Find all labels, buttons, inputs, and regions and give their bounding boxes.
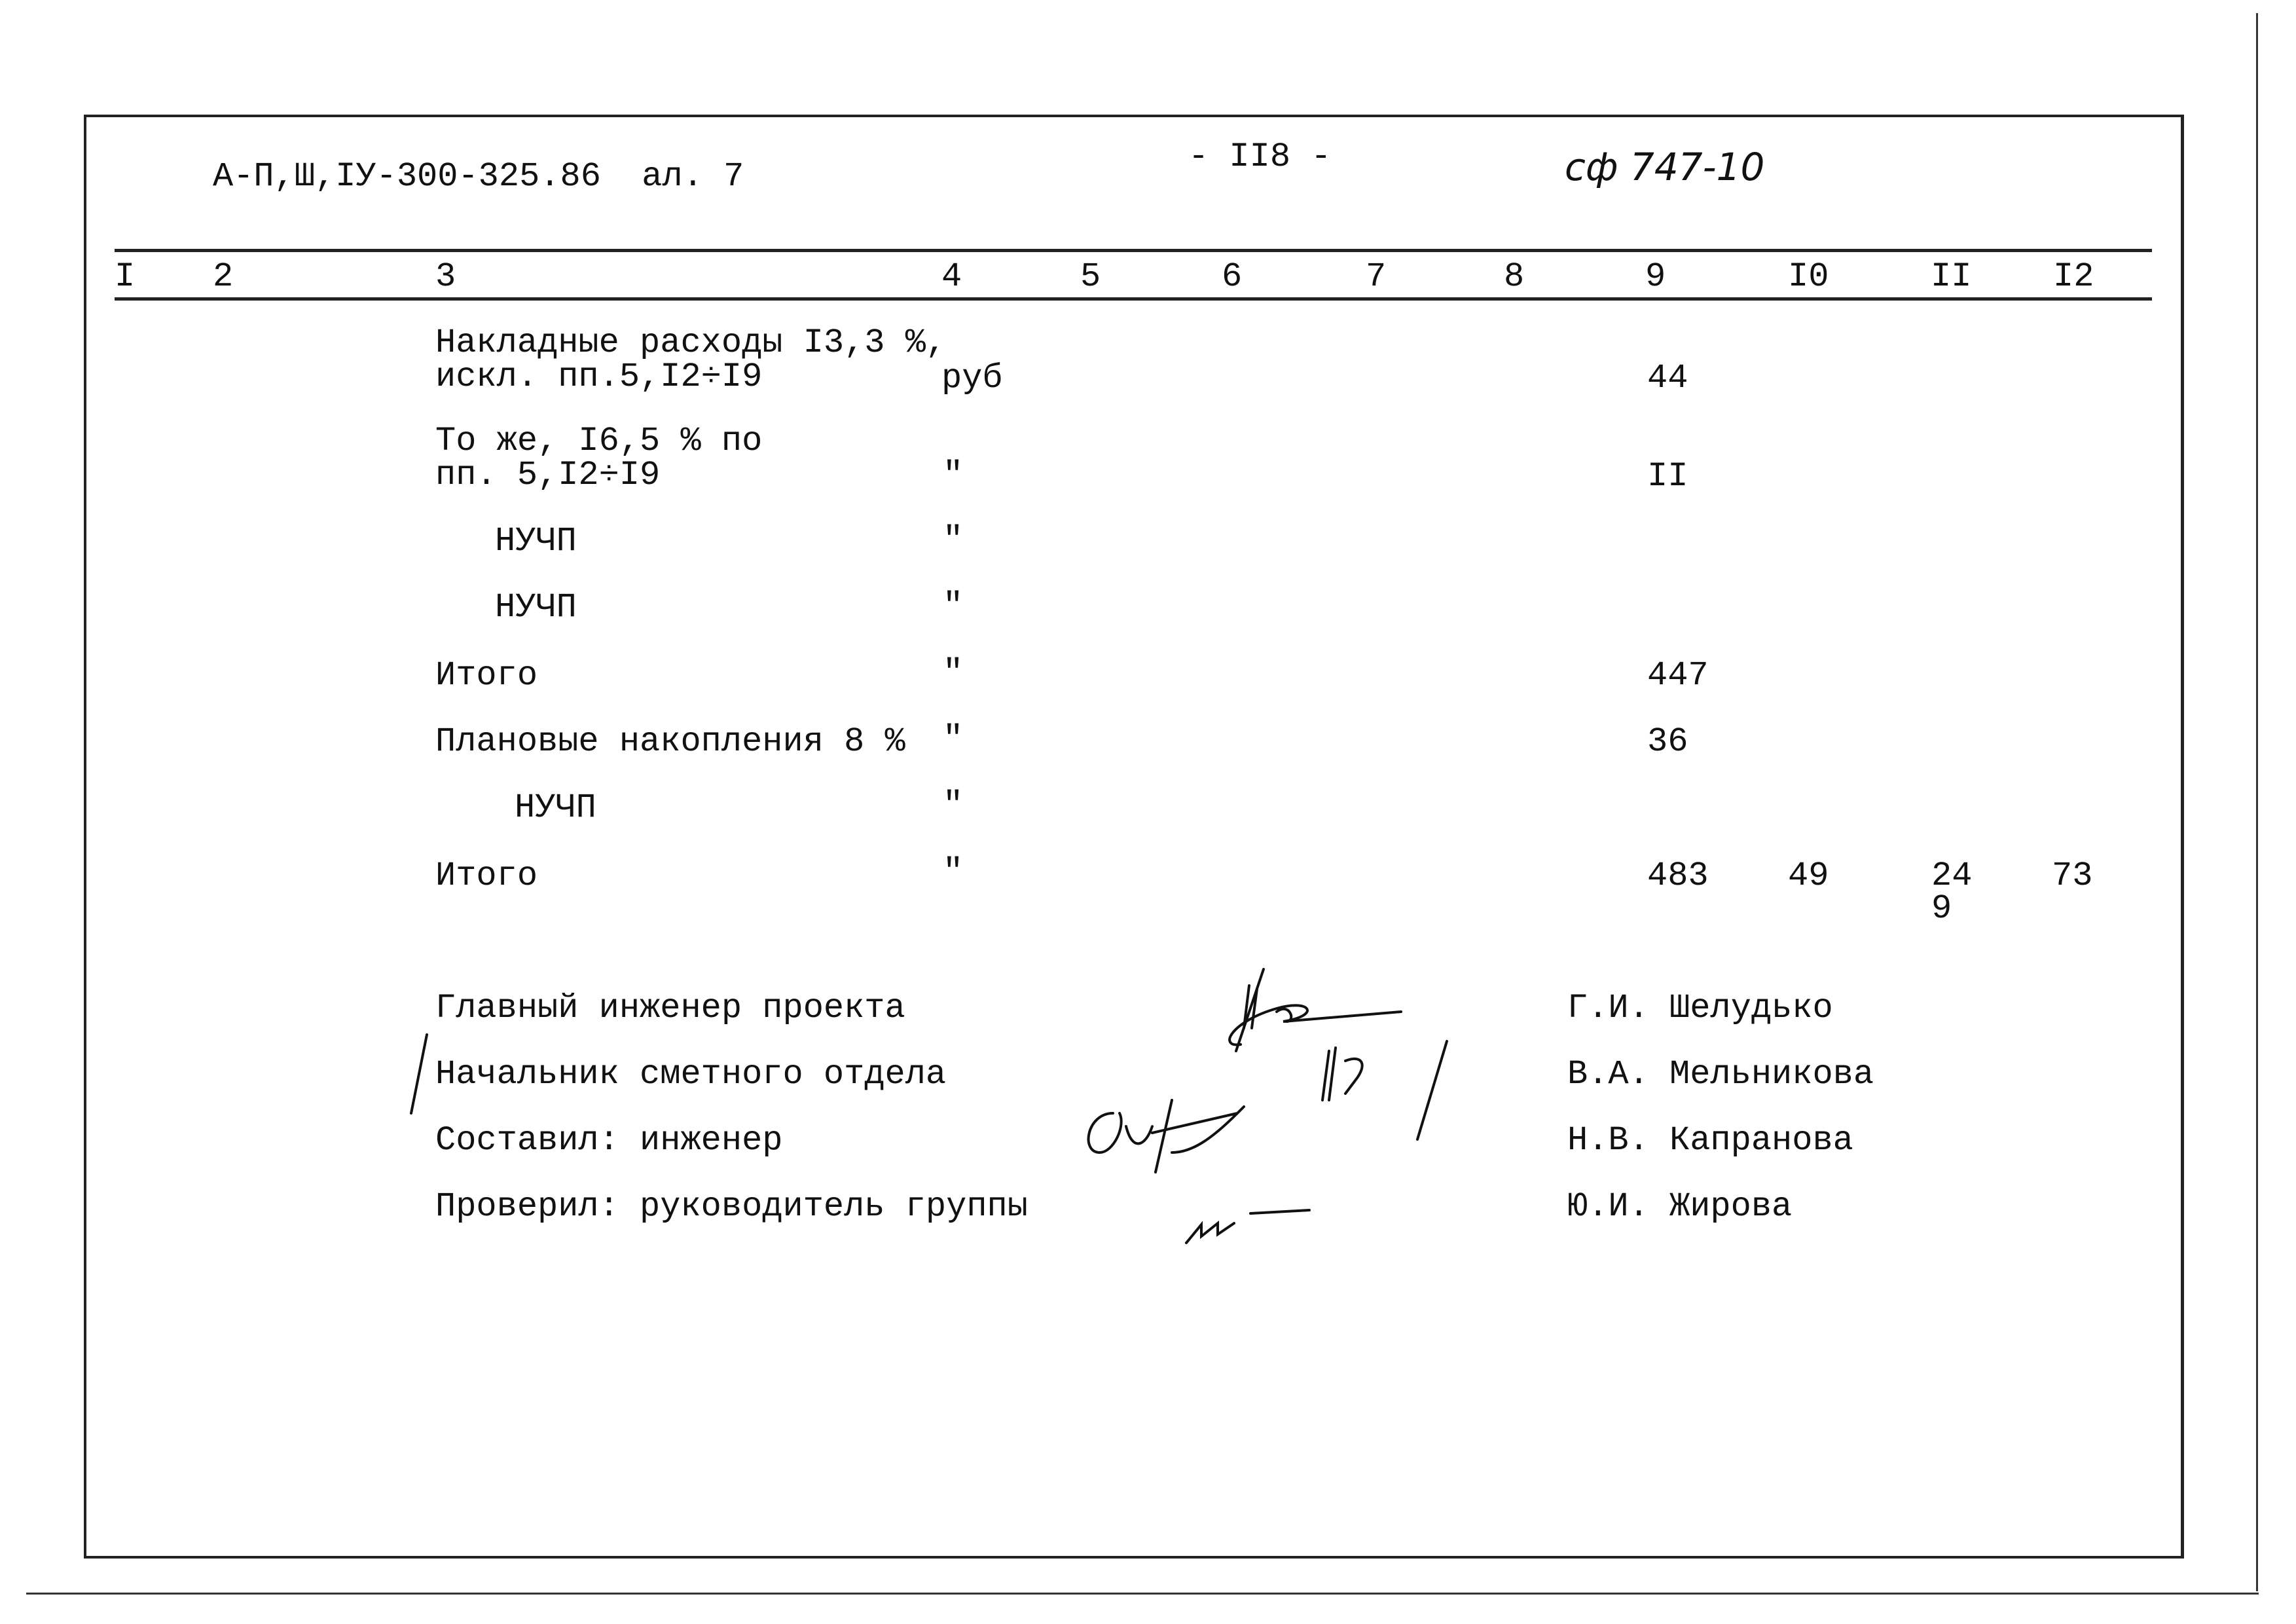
signature-role: Начальник сметного отдела [435,1055,947,1094]
column-header: 6 [1222,257,1243,296]
row-name: Итого [435,656,538,695]
signature-name: Г.И. Шелудько [1567,989,1833,1027]
margin-tick-mark [411,1035,427,1113]
row-col10: 49 [1788,857,1829,895]
row-col9: 44 [1647,359,1688,397]
row-unit: " [943,587,964,625]
signature-role: Проверил: руководитель группы [435,1187,1028,1226]
row-name: пп. 5,I2÷I9 [435,456,661,494]
row-unit: " [943,720,964,758]
row-name: То же, I6,5 % по [435,422,763,460]
row-col11-top: 24 [1931,857,1973,895]
signature-name: Ю.И. Жирова [1567,1187,1793,1226]
row-name: Накладные расходы I3,3 %, [435,323,947,362]
column-header: 4 [941,257,962,296]
document-code: А-П,Ш,IУ-300-325.86 ал. 7 [213,157,744,196]
column-header: 8 [1504,257,1525,296]
row-unit: руб [941,359,1003,397]
column-header: 3 [435,257,456,296]
signature-name: В.А. Мельникова [1567,1055,1874,1094]
row-unit: " [943,456,964,494]
signature-compiler [1089,1100,1244,1172]
column-header: I [115,257,136,296]
row-name: Плановые накопления 8 % [435,722,905,761]
row-col11-bottom: 9 [1931,889,1952,928]
row-col9: II [1647,457,1688,496]
row-unit: " [943,654,964,692]
signature-name: Н.В. Капранова [1567,1121,1853,1160]
column-header: 2 [213,257,234,296]
column-header: II [1931,257,1972,296]
row-col9: 447 [1647,656,1709,695]
column-header: 7 [1366,257,1387,296]
column-header: I2 [2053,257,2094,296]
row-name: Итого [435,857,538,895]
signature-role: Составил: инженер [435,1121,783,1160]
row-name: НУЧП [515,788,596,827]
row-name: НУЧП [495,522,577,561]
row-name: НУЧП [495,588,577,627]
handwritten-reference: сф 747-10 [1565,145,1765,189]
row-unit: " [943,853,964,891]
signature-checker [1186,1210,1309,1243]
page-number: - II8 - [1188,138,1332,176]
row-name: искл. пп.5,I2÷I9 [435,358,763,396]
row-unit: " [943,521,964,559]
column-header: 9 [1645,257,1666,296]
column-header: I0 [1788,257,1829,296]
signature-head-estimates [1322,1041,1447,1139]
row-col9: 483 [1647,857,1709,895]
signature-role: Главный инженер проекта [435,989,905,1027]
column-header: 5 [1080,257,1101,296]
signature-chief-engineer [1230,969,1401,1051]
row-unit: " [943,786,964,824]
row-col9: 36 [1647,722,1688,761]
row-col12: 73 [2052,857,2093,895]
